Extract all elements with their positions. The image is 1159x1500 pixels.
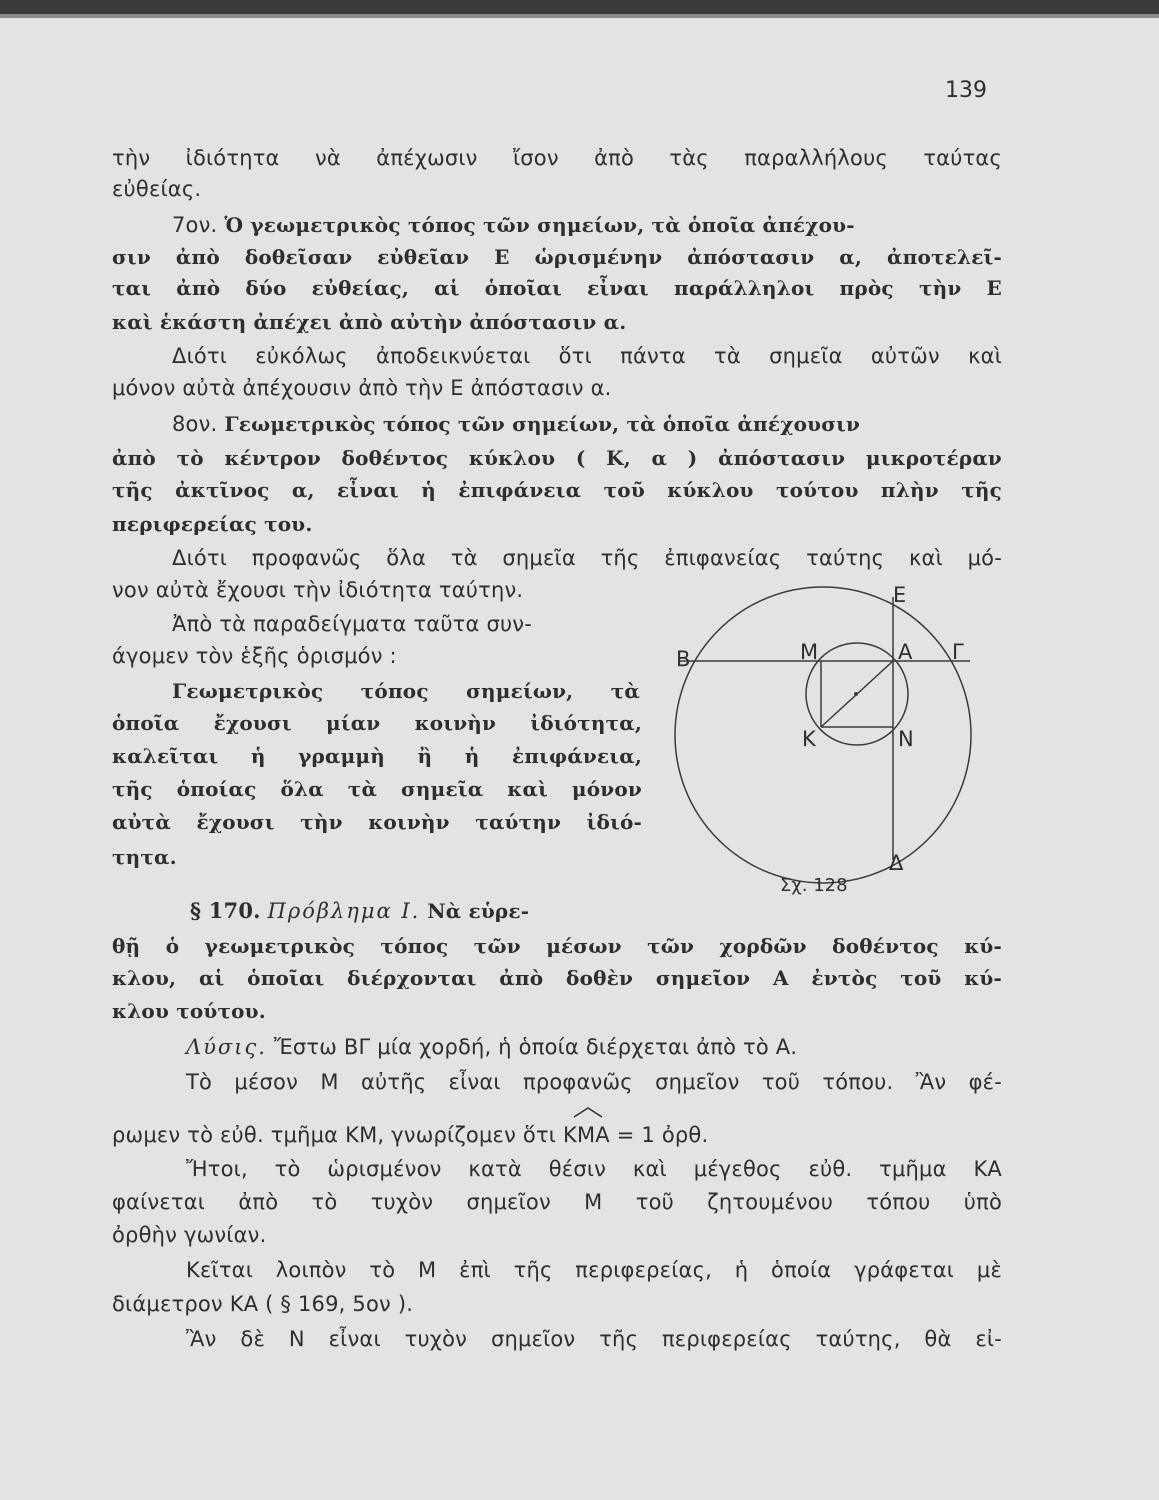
- item-number: 7ον.: [172, 213, 218, 237]
- bold-line: ται ἀπὸ δύο εὐθείας, αἱ ὁποῖαι εἶναι παράλληλοι πρὸς τὴν Ε: [112, 276, 1002, 300]
- bold-line: ἀπὸ τὸ κέντρον δοθέντος κύκλου ( Κ, α ) ἀπόστασιν μικροτέραν: [112, 446, 1002, 470]
- solution-label: Λύσις.: [186, 1035, 267, 1059]
- bold-statement: Γεωμετρικὸς τόπος τῶν σημείων, τὰ ὁποῖα ἀπέχουσιν: [224, 412, 861, 436]
- bold-line: περιφερείας του.: [112, 512, 313, 536]
- definition-line: τῆς ὁποίας ὅλα τὰ σημεῖα καὶ μόνον: [112, 777, 642, 801]
- section-number: § 170.: [190, 898, 261, 923]
- bold-line: κλου, αἱ ὁποῖαι διέρχονται ἀπὸ δοθὲν σημεῖον Α ἐντὸς τοῦ κύ-: [112, 966, 1002, 990]
- text-line: Διότι προφανῶς ὅλα τὰ σημεῖα τῆς ἐπιφανείας ταύτης καὶ μό-: [172, 546, 1002, 570]
- bold-line: κλου τούτου.: [112, 999, 266, 1023]
- bold-line: θῇ ὁ γεωμετρικὸς τόπος τῶν μέσων τῶν χορδῶν δοθέντος κύ-: [112, 934, 1002, 958]
- text-line: ὀρθὴν γωνίαν.: [112, 1223, 267, 1247]
- definition-line: καλεῖται ἡ γραμμὴ ἢ ἡ ἐπιφάνεια,: [112, 744, 642, 768]
- bold-line: καὶ ἑκάστη ἀπέχει ἀπὸ αὐτὴν ἀπόστασιν α.: [112, 310, 627, 334]
- problem-title: Πρόβλημα Ι.: [267, 899, 421, 923]
- text-line: Ἂν δὲ Ν εἶναι τυχὸν σημεῖον τῆς περιφερείας ταύτης, θὰ εἰ-: [186, 1327, 1002, 1351]
- label-M: Μ: [800, 640, 819, 664]
- text-line: νον αὐτὰ ἔχουσι τὴν ἰδιότητα ταύτην.: [112, 578, 524, 602]
- definition-line: αὐτὰ ἔχουσι τὴν κοινὴν ταύτην ἰδιό-: [112, 810, 642, 834]
- text-line: Διότι εὐκόλως ἀποδεικνύεται ὅτι πάντα τὰ σημεῖα αὐτῶν καὶ: [172, 344, 1002, 368]
- text-line: τὴν ἰδιότητα νὰ ἀπέχωσιν ἴσον ἀπὸ τὰς παραλλήλους ταύτας: [112, 146, 1002, 170]
- problem-statement-start: Νὰ εὑρε-: [427, 899, 530, 923]
- label-K: Κ: [802, 727, 816, 751]
- definition-line: ὁποῖα ἔχουσι μίαν κοινὴν ἰδιότητα,: [112, 711, 642, 735]
- text-line: Ἤτοι, τὸ ὡρισμένον κατὰ θέσιν καὶ μέγεθος εὐθ. τμῆμα ΚΑ: [186, 1157, 1002, 1181]
- bold-statement: Ὁ γεωμετρικὸς τόπος τῶν σημείων, τὰ ὁποῖα ἀπέχου-: [224, 213, 855, 237]
- bold-line: τῆς ἀκτῖνος α, εἶναι ἡ ἐπιφάνεια τοῦ κύκλου τούτου πλὴν τῆς: [112, 478, 1002, 502]
- label-E: Ε: [893, 583, 907, 607]
- text-line: άγομεν τὸν ἑξῆς ὁρισμόν :: [112, 644, 397, 668]
- definition-line: τητα.: [112, 845, 177, 869]
- label-A: Α: [898, 640, 913, 664]
- text-span: ρωμεν τὸ εὐθ. τμῆμα ΚΜ, γνωρίζομεν ὅτι: [112, 1123, 557, 1147]
- text-line: φαίνεται ἀπὸ τὸ τυχὸν σημεῖον Μ τοῦ ζητουμένου τόπου ὑπὸ: [112, 1190, 1002, 1214]
- figure-caption: Σχ. 128: [780, 875, 848, 896]
- page-number: 139: [945, 78, 987, 103]
- item-number: 8ον.: [172, 412, 218, 436]
- text-span: Ἔστω ΒΓ μία χορδή, ἡ ὁποία διέρχεται ἀπὸ τὸ Α.: [273, 1035, 798, 1059]
- label-D: Δ: [889, 851, 904, 875]
- label-B: Β: [676, 647, 691, 671]
- outer-circle: [675, 587, 971, 883]
- bold-line: σιν ἀπὸ δοθεῖσαν εὐθεῖαν Ε ὡρισμένην ἀπόστασιν α, ἀποτελεῖ-: [112, 245, 1002, 269]
- text-line: μόνον αὐτὰ ἀπέχουσιν ἀπὸ τὴν Ε ἀπόστασιν α.: [112, 376, 612, 400]
- text-line: Κεῖται λοιπὸν τὸ Μ ἐπὶ τῆς περιφερείας, ἡ ὁποία γράφεται μὲ: [186, 1258, 1002, 1282]
- text-span: = 1 ὀρθ.: [616, 1123, 709, 1147]
- inner-center-dot: [854, 692, 858, 696]
- definition-line: Γεωμετρικὸς τόπος σημείων, τὰ: [172, 679, 640, 703]
- angle-name: ΚΜΑ: [563, 1123, 610, 1147]
- text-line: Τὸ μέσον Μ αὐτῆς εἶναι προφανῶς σημεῖον τοῦ τόπου. Ἂν φέ-: [186, 1070, 1002, 1094]
- text-line: εὐθείας.: [112, 177, 202, 201]
- label-G: Γ: [952, 640, 964, 664]
- text-line: διάμετρον ΚΑ ( § 169, 5ον ).: [112, 1292, 414, 1316]
- text-line: Ἀπὸ τὰ παραδείγματα ταῦτα συν-: [172, 612, 533, 636]
- label-N: Ν: [898, 727, 914, 751]
